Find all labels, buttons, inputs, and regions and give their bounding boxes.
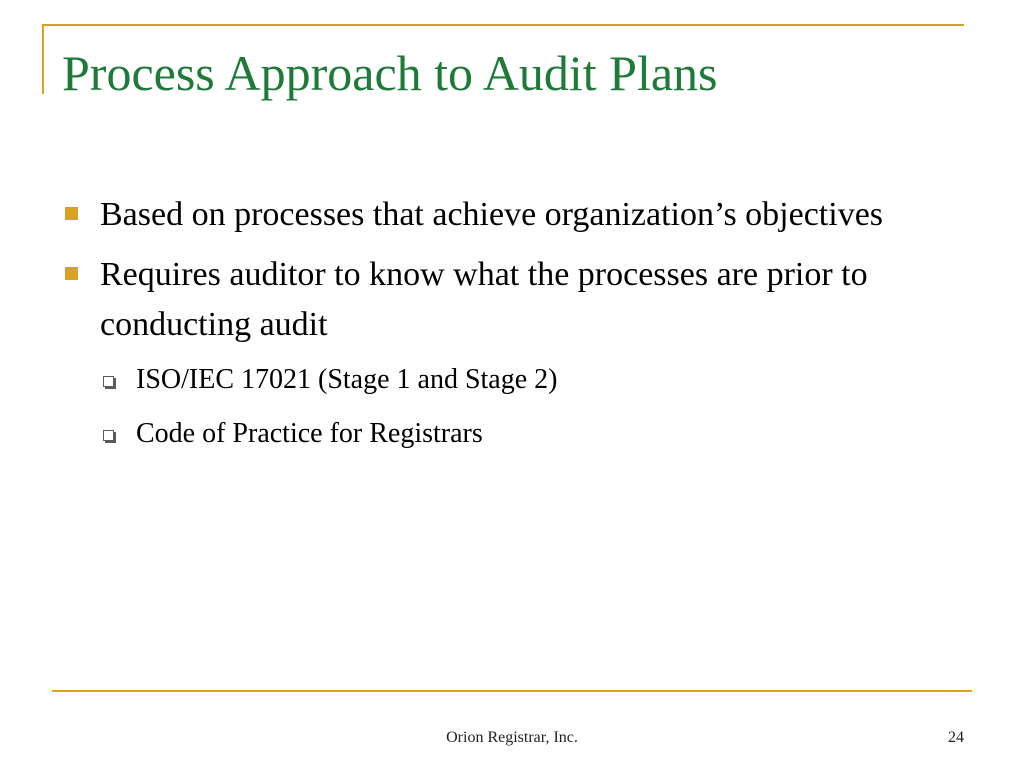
title-frame-top-rule <box>42 24 964 26</box>
sub-bullet-text: Code of Practice for Registrars <box>136 418 483 449</box>
title-frame-left-rule <box>42 24 44 94</box>
slide-title: Process Approach to Audit Plans <box>62 45 718 101</box>
slide-body <box>62 190 942 468</box>
square-bullet-icon <box>65 267 78 280</box>
footer-organization: Orion Registrar, Inc. <box>446 729 578 746</box>
slide-number: 24 <box>948 729 964 746</box>
bullet-item <box>62 190 942 240</box>
square-bullet-icon <box>65 207 78 220</box>
footer-rule <box>52 690 972 692</box>
bullet-text: Requires auditor to know what the processes are prior to conducting audit <box>100 256 868 343</box>
hollow-square-bullet-icon <box>103 376 114 387</box>
bullet-text: Based on processes that achieve organization’s objectives <box>100 196 884 233</box>
sub-bullet-item <box>62 360 942 400</box>
hollow-square-bullet-icon <box>103 430 114 441</box>
sub-bullet-item <box>62 414 942 454</box>
sub-bullet-text: ISO/IEC 17021 (Stage 1 and Stage 2) <box>136 364 558 395</box>
bullet-item <box>62 250 942 350</box>
